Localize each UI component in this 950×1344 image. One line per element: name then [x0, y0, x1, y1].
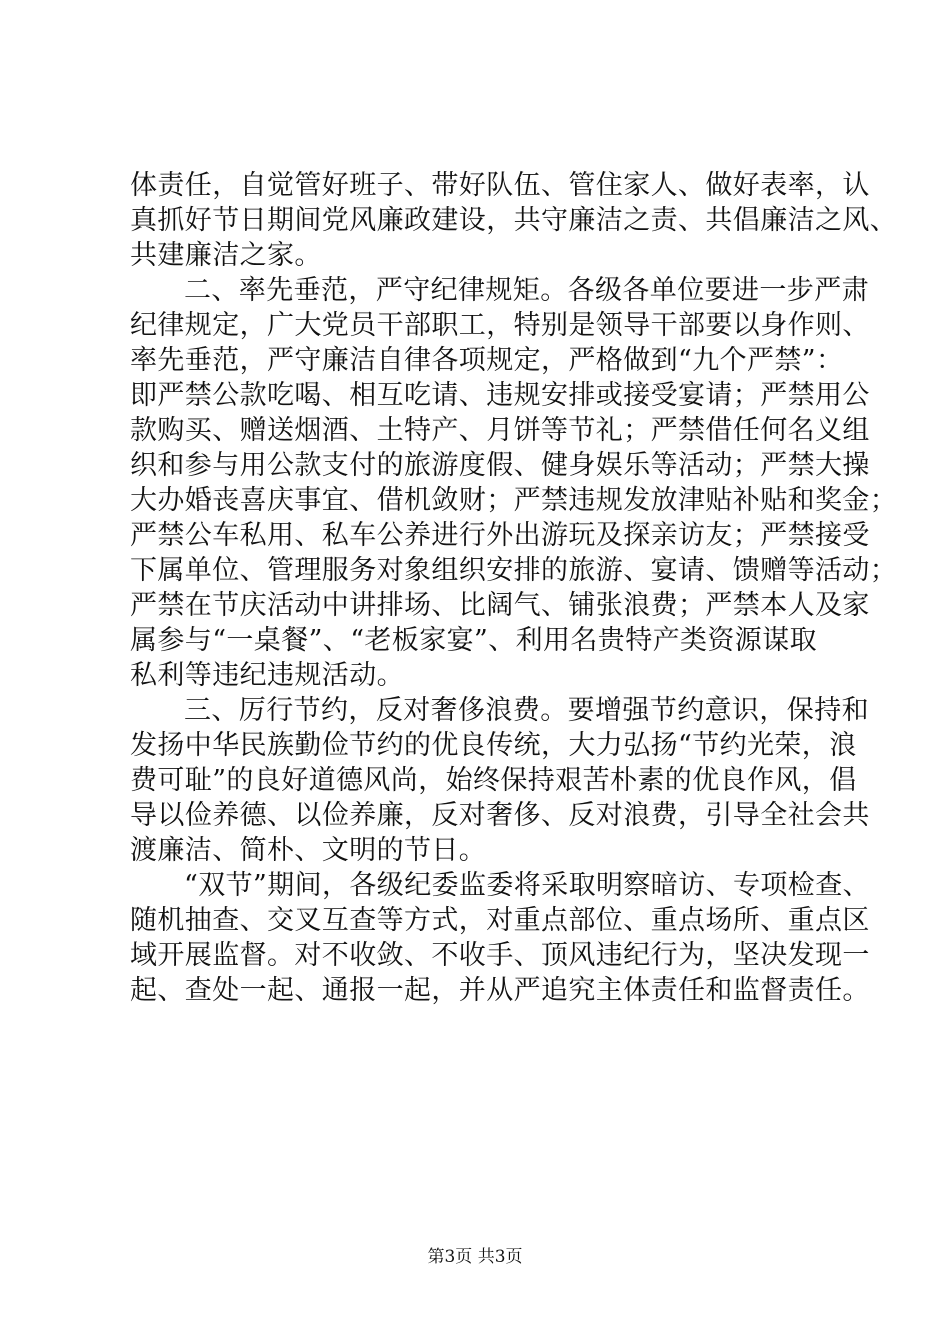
- text-line: 私利等违纪违规活动。: [130, 660, 404, 691]
- text-line: 严禁在节庆活动中讲排场、比阔气、铺张浪费；严禁本人及家: [130, 590, 870, 621]
- text-line: 发扬中华民族勤俭节约的优良传统，大力弘扬“节约光荣，浪: [130, 730, 857, 761]
- document-body: [130, 168, 898, 1008]
- text-line: 真抓好节日期间党风廉政建设，共守廉洁之责、共倡廉洁之风、: [130, 205, 898, 236]
- text-line: 款购买、赠送烟酒、土特产、月饼等节礼；严禁借任何名义组: [130, 415, 870, 446]
- text-line: 严禁公车私用、私车公养进行外出游玩及探亲访友；严禁接受: [130, 520, 870, 551]
- text-line: 织和参与用公款支付的旅游度假、健身娱乐等活动；严禁大操: [130, 450, 870, 481]
- text-line: 起、查处一起、通报一起，并从严追究主体责任和监督责任。: [130, 975, 870, 1006]
- text-line: 体责任，自觉管好班子、带好队伍、管住家人、做好表率，认: [130, 170, 870, 201]
- text-line: 率先垂范，严守廉洁自律各项规定，严格做到“九个严禁”：: [130, 345, 844, 376]
- text-line: 费可耻”的良好道德风尚，始终保持艰苦朴素的优良作风，倡: [130, 765, 857, 796]
- text-line: 域开展监督。对不收敛、不收手、顶风违纪行为，坚决发现一: [130, 940, 870, 971]
- text-line: 共建廉洁之家。: [130, 240, 322, 271]
- text-line: 导以俭养德、以俭养廉，反对奢侈、反对浪费，引导全社会共: [130, 800, 870, 831]
- paragraph-first-line: “双节”期间，各级纪委监委将采取明察暗访、专项检查、: [184, 870, 871, 901]
- text-line: 下属单位、管理服务对象组织安排的旅游、宴请、馈赠等活动；: [130, 555, 898, 586]
- text-line: 渡廉洁、简朴、文明的节日。: [130, 835, 487, 866]
- page-footer: [0, 1246, 950, 1268]
- text-line: 大办婚丧喜庆事宜、借机敛财；严禁违规发放津贴补贴和奖金；: [130, 485, 898, 516]
- text-line: 即严禁公款吃喝、相互吃请、违规安排或接受宴请；严禁用公: [130, 380, 870, 411]
- text-line: 属参与“一桌餐”、“老板家宴”、利用名贵特产类资源谋取: [130, 625, 818, 656]
- paragraph-first-line: 三、厉行节约，反对奢侈浪费。要增强节约意识，保持和: [184, 695, 869, 726]
- text-line: 随机抽查、交叉互查等方式，对重点部位、重点场所、重点区: [130, 905, 870, 936]
- page-number: 第3页 共3页: [427, 1247, 523, 1267]
- text-line: 纪律规定，广大党员干部职工，特别是领导干部要以身作则、: [130, 310, 870, 341]
- paragraph-first-line: 二、率先垂范，严守纪律规矩。各级各单位要进一步严肃: [184, 275, 869, 306]
